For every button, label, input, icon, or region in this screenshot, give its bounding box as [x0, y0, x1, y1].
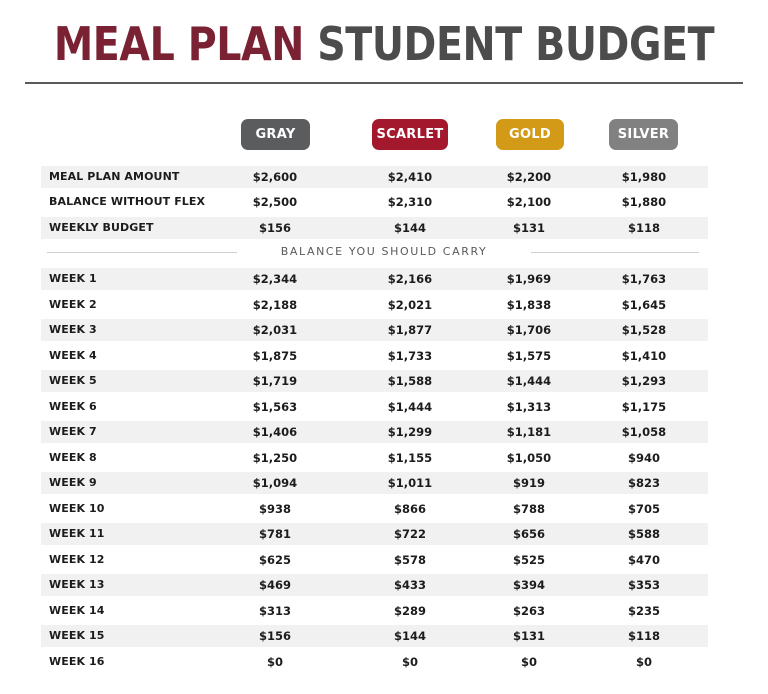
value-cell-gold: $1,969	[506, 272, 552, 286]
value-cell-silver: $1,410	[621, 349, 667, 363]
value-cell-silver: $470	[627, 553, 660, 567]
value-cell-scarlet: $2,310	[387, 195, 433, 209]
value-cell-scarlet: $144	[393, 629, 426, 643]
value-cell-silver: $1,058	[621, 425, 667, 439]
value-cell-gray: $2,500	[252, 195, 298, 209]
value-cell-gold: $1,706	[506, 323, 552, 337]
value-cell-scarlet: $866	[393, 502, 426, 516]
title-part-2: STUDENT BUDGET	[317, 17, 715, 71]
value-cell-silver: $235	[627, 604, 660, 618]
value-cell-gray: $1,094	[252, 476, 298, 490]
row-label: MEAL PLAN AMOUNT	[49, 170, 180, 183]
value-cell-silver: $588	[627, 527, 660, 541]
value-cell-silver: $353	[627, 578, 660, 592]
week-row	[41, 396, 708, 418]
value-cell-gold: $919	[512, 476, 545, 490]
row-label: WEEK 16	[49, 655, 105, 668]
row-label: WEEK 5	[49, 374, 97, 387]
row-label: WEEK 10	[49, 502, 105, 515]
week-row	[41, 651, 708, 673]
value-cell-silver: $1,293	[621, 374, 667, 388]
value-cell-scarlet: $722	[393, 527, 426, 541]
page-title	[54, 14, 714, 74]
value-cell-scarlet: $1,299	[387, 425, 433, 439]
value-cell-gold: $2,200	[506, 170, 552, 184]
value-cell-silver: $1,763	[621, 272, 667, 286]
value-cell-gray: $2,600	[252, 170, 298, 184]
value-cell-silver: $1,645	[621, 298, 667, 312]
value-cell-gray: $1,563	[252, 400, 298, 414]
row-label: WEEK 3	[49, 323, 97, 336]
value-cell-scarlet: $1,011	[387, 476, 433, 490]
value-cell-gold: $1,444	[506, 374, 552, 388]
value-cell-gold: $263	[512, 604, 545, 618]
value-cell-silver: $1,528	[621, 323, 667, 337]
value-cell-gray: $1,406	[252, 425, 298, 439]
value-cell-scarlet: $289	[393, 604, 426, 618]
plan-pill-scarlet: SCARLET	[372, 119, 448, 150]
value-cell-gray: $781	[258, 527, 291, 541]
row-label: WEEK 1	[49, 272, 97, 285]
value-cell-silver: $118	[627, 629, 660, 643]
value-cell-scarlet: $2,021	[387, 298, 433, 312]
value-cell-gray: $1,719	[252, 374, 298, 388]
value-cell-gray: $2,344	[252, 272, 298, 286]
value-cell-scarlet: $0	[401, 655, 418, 669]
week-row	[41, 421, 708, 443]
value-cell-scarlet: $2,166	[387, 272, 433, 286]
week-row	[41, 447, 708, 469]
row-label: WEEK 11	[49, 527, 105, 540]
week-row	[41, 523, 708, 545]
value-cell-scarlet: $2,410	[387, 170, 433, 184]
value-cell-gray: $1,875	[252, 349, 298, 363]
value-cell-scarlet: $144	[393, 221, 426, 235]
summary-row	[41, 166, 708, 188]
row-label: WEEKLY BUDGET	[49, 221, 154, 234]
value-cell-gold: $394	[512, 578, 545, 592]
value-cell-gray: $469	[258, 578, 291, 592]
value-cell-silver: $940	[627, 451, 660, 465]
value-cell-silver: $0	[635, 655, 652, 669]
value-cell-gray: $0	[266, 655, 283, 669]
value-cell-gold: $1,575	[506, 349, 552, 363]
value-cell-silver: $118	[627, 221, 660, 235]
week-row	[41, 294, 708, 316]
value-cell-gold: $1,313	[506, 400, 552, 414]
value-cell-scarlet: $1,588	[387, 374, 433, 388]
value-cell-gold: $1,181	[506, 425, 552, 439]
week-row	[41, 574, 708, 596]
value-cell-scarlet: $1,444	[387, 400, 433, 414]
row-label: WEEK 12	[49, 553, 105, 566]
plan-pill-gold: GOLD	[496, 119, 564, 150]
value-cell-gray: $156	[258, 629, 291, 643]
value-cell-silver: $1,880	[621, 195, 667, 209]
value-cell-gold: $656	[512, 527, 545, 541]
divider-label: BALANCE YOU SHOULD CARRY	[280, 245, 488, 258]
week-row	[41, 472, 708, 494]
value-cell-gold: $131	[512, 221, 545, 235]
value-cell-scarlet: $433	[393, 578, 426, 592]
week-row	[41, 600, 708, 622]
value-cell-silver: $705	[627, 502, 660, 516]
row-label: WEEK 7	[49, 425, 97, 438]
row-label: WEEK 15	[49, 629, 105, 642]
value-cell-silver: $1,175	[621, 400, 667, 414]
title-rule	[25, 82, 743, 84]
row-label: WEEK 6	[49, 400, 97, 413]
value-cell-gold: $0	[520, 655, 537, 669]
plan-pill-gray: GRAY	[241, 119, 310, 150]
summary-row	[41, 191, 708, 213]
week-row	[41, 345, 708, 367]
value-cell-gold: $1,050	[506, 451, 552, 465]
week-row	[41, 498, 708, 520]
row-label: BALANCE WITHOUT FLEX	[49, 195, 206, 208]
value-cell-gray: $938	[258, 502, 291, 516]
value-cell-gray: $1,250	[252, 451, 298, 465]
value-cell-scarlet: $1,877	[387, 323, 433, 337]
value-cell-gold: $131	[512, 629, 545, 643]
week-row	[41, 370, 708, 392]
value-cell-gray: $625	[258, 553, 291, 567]
value-cell-gold: $788	[512, 502, 545, 516]
value-cell-scarlet: $578	[393, 553, 426, 567]
value-cell-silver: $1,980	[621, 170, 667, 184]
value-cell-gray: $156	[258, 221, 291, 235]
value-cell-silver: $823	[627, 476, 660, 490]
row-label: WEEK 14	[49, 604, 105, 617]
week-row	[41, 268, 708, 290]
value-cell-scarlet: $1,733	[387, 349, 433, 363]
value-cell-scarlet: $1,155	[387, 451, 433, 465]
row-label: WEEK 2	[49, 298, 97, 311]
value-cell-gray: $2,031	[252, 323, 298, 337]
title-part-1: MEAL PLAN	[53, 17, 304, 71]
row-label: WEEK 9	[49, 476, 97, 489]
value-cell-gold: $525	[512, 553, 545, 567]
week-row	[41, 319, 708, 341]
value-cell-gold: $1,838	[506, 298, 552, 312]
week-row	[41, 549, 708, 571]
value-cell-gray: $313	[258, 604, 291, 618]
divider-line-right	[531, 252, 699, 253]
week-row	[41, 625, 708, 647]
row-label: WEEK 8	[49, 451, 97, 464]
row-label: WEEK 4	[49, 349, 97, 362]
summary-row	[41, 217, 708, 239]
row-label: WEEK 13	[49, 578, 105, 591]
plan-pill-silver: SILVER	[609, 119, 678, 150]
value-cell-gold: $2,100	[506, 195, 552, 209]
value-cell-gray: $2,188	[252, 298, 298, 312]
